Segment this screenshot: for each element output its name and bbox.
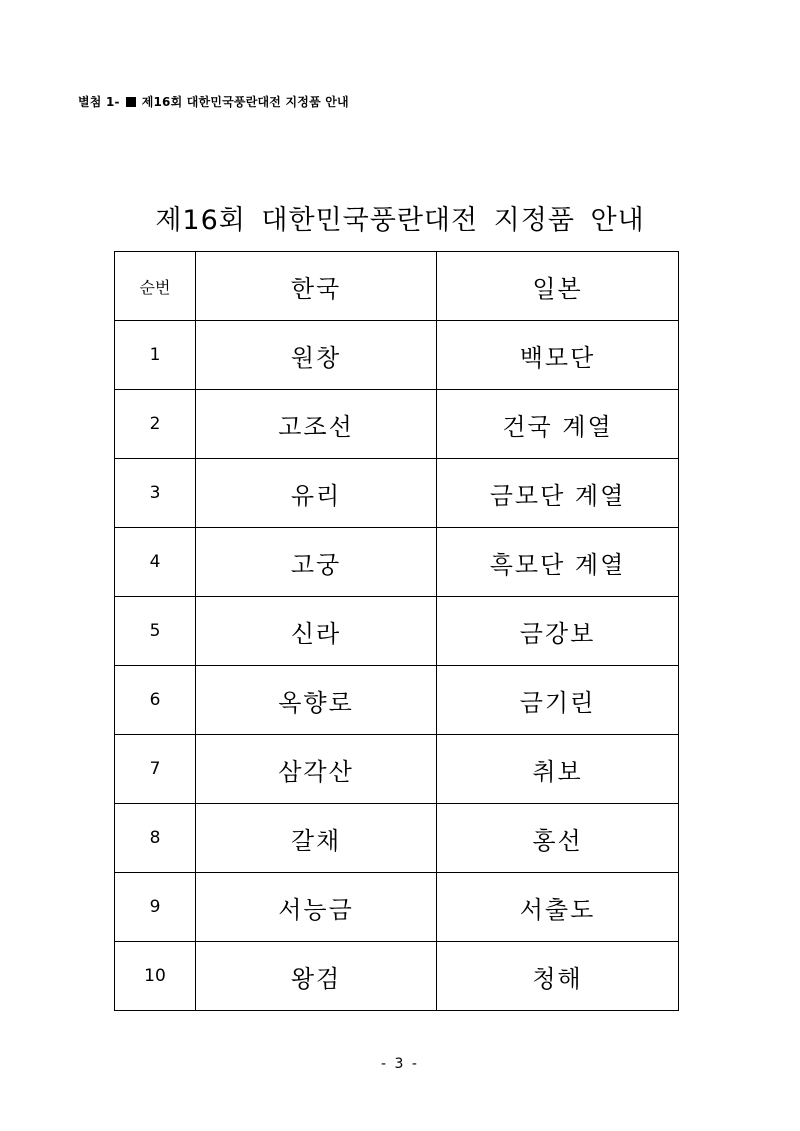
table-row	[115, 735, 679, 804]
korean-name: 유리	[196, 459, 437, 528]
row-number: 7	[115, 735, 196, 804]
header-number: 순번	[115, 252, 196, 321]
japanese-name: 취보	[437, 735, 679, 804]
header-japan: 일본	[437, 252, 679, 321]
row-number: 5	[115, 597, 196, 666]
japanese-name: 금강보	[437, 597, 679, 666]
korean-name: 왕검	[196, 942, 437, 1011]
korean-name: 원창	[196, 321, 437, 390]
japanese-name: 홍선	[437, 804, 679, 873]
japanese-name: 금모단 계열	[437, 459, 679, 528]
korean-name: 고궁	[196, 528, 437, 597]
row-number: 2	[115, 390, 196, 459]
row-number: 4	[115, 528, 196, 597]
row-number: 9	[115, 873, 196, 942]
attachment-header	[78, 93, 349, 110]
table-row	[115, 804, 679, 873]
korean-name: 서능금	[196, 873, 437, 942]
korean-name: 갈채	[196, 804, 437, 873]
row-number: 1	[115, 321, 196, 390]
table-row	[115, 459, 679, 528]
row-number: 10	[115, 942, 196, 1011]
table-row	[115, 942, 679, 1011]
table-row	[115, 528, 679, 597]
korean-name: 삼각산	[196, 735, 437, 804]
korean-name: 신라	[196, 597, 437, 666]
japanese-name: 청해	[437, 942, 679, 1011]
row-number: 6	[115, 666, 196, 735]
row-number: 8	[115, 804, 196, 873]
japanese-name: 흑모단 계열	[437, 528, 679, 597]
header-korea: 한국	[196, 252, 437, 321]
japanese-name: 백모단	[437, 321, 679, 390]
row-number: 3	[115, 459, 196, 528]
designated-items-table	[114, 251, 679, 1011]
page-number: - 3 -	[381, 1056, 419, 1072]
attachment-label: 별첨 1-	[78, 95, 120, 109]
korean-name: 옥향로	[196, 666, 437, 735]
table-row	[115, 597, 679, 666]
table-row	[115, 666, 679, 735]
japanese-name: 건국 계열	[437, 390, 679, 459]
black-square-icon	[126, 97, 136, 107]
table-header-row	[115, 252, 679, 321]
document-title: 제16회 대한민국풍란대전 지정품 안내	[155, 205, 645, 236]
table-row	[115, 390, 679, 459]
table-row	[115, 873, 679, 942]
attachment-title: 제16회 대한민국풍란대전 지정품 안내	[141, 95, 349, 109]
table-row	[115, 321, 679, 390]
japanese-name: 금기린	[437, 666, 679, 735]
japanese-name: 서출도	[437, 873, 679, 942]
korean-name: 고조선	[196, 390, 437, 459]
